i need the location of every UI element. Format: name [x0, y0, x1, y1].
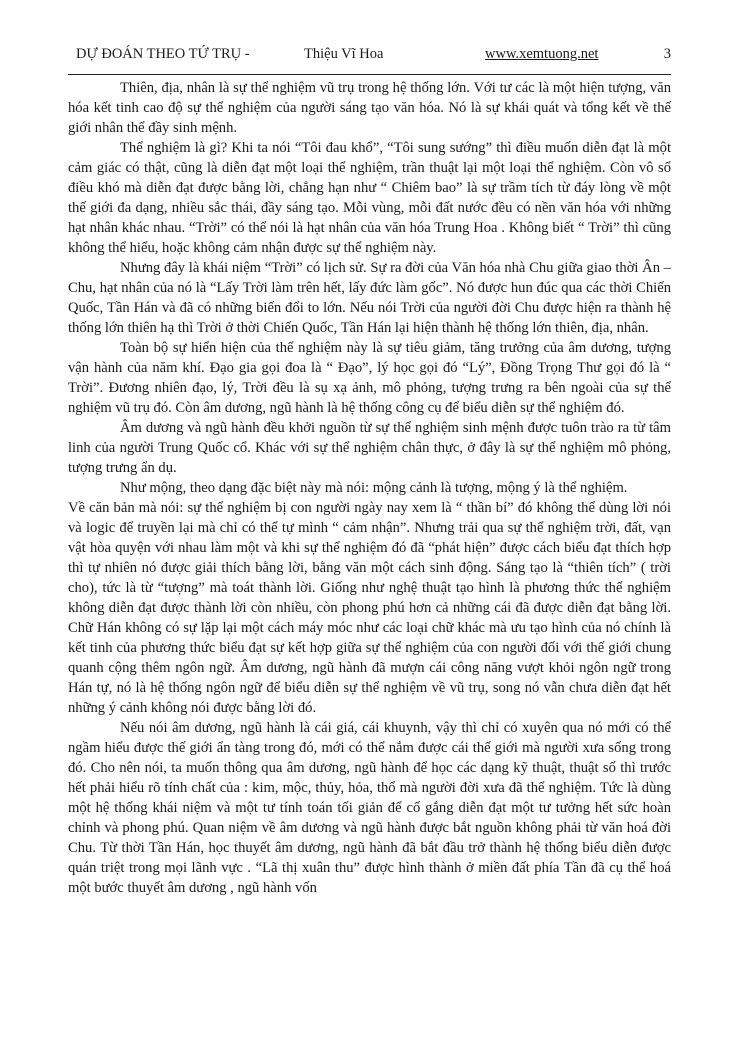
header-website-link[interactable]: www.xemtuong.net	[485, 46, 599, 62]
running-header	[68, 40, 671, 64]
header-divider	[68, 74, 671, 75]
paragraph-8: Nếu nói âm dương, ngũ hành là cái giá, cái khuynh, vậy thì chỉ có xuyên qua nó mới có thể ngầm hiểu được thế giới ẩn tàng trong đó, mới có thể nắm được cái thế giới mà người xưa sống trong đó. Cho nên nói, ta muốn thông qua âm dương, ngũ hành để học các dạng kỹ thuật, thuật số thì trước hết phải hiểu rõ tính chất của : kim, mộc, thủy, hỏa, thổ mà người đời xưa đã thể nghiệm. Tức là dùng một hệ thống khái niệm và một tư tính toán tối giản để cố gắng diễn đạt một tư tưởng hết sức hoàn chỉnh và phong phú. Quan niệm về âm dương và ngũ hành được bắt nguồn không phải từ văn hoá đời Chu. Từ thời Tần Hán, học thuyết âm dương, ngũ hành đã bắt đầu trở thành hệ thống biểu diễn được quán triệt trong mọi lãnh vực . “Lã thị xuân thu” được hình thành ở miền đất phía Tần đã cụ thể hoá một bước thuyết âm dương , ngũ hành vốn	[68, 720, 671, 896]
paragraph-4: Toàn bộ sự hiển hiện của thể nghiệm này là sự tiêu giảm, tăng trưởng của âm dương, tượng vận hành của năm khí. Đạo gia gọi đoa là “ Đạo”, lý học gọi đó “Lý”, Đồng Trọng Thư gọi đó là “ Trời”. Đương nhiên đạo, lý, Trời đều là sụ xạ ảnh, mô phỏng, tượng trưng ra bên ngoài của sự thể nghiệm vũ trụ đó. Còn âm dương, ngũ hành là hệ thống công cụ để biểu diễn sự thể nghiệm đó.	[68, 340, 671, 416]
header-page-number: 3	[663, 46, 671, 62]
paragraph-3: Nhưng đây là khái niệm “Trời” có lịch sử. Sự ra đời của Văn hóa nhà Chu giữa giao thời Ân – Chu, hạt nhân của nó là “Lấy Trời làm trên hết, lấy đức làm gốc”. Nó được hun đúc qua các thời Chiến Quốc, Tần Hán và đã có những biến đổi to lớn. Nếu nói Trời của người đời Chu được hiện ra thành hệ thống lớn thiên hạ thì Trời ở thời Chiến Quốc, Tần Hán lại hiện thành hệ thống lớn thiên, địa, nhân.	[68, 260, 671, 336]
paragraph-6: Như mộng, theo dạng đặc biệt này mà nói: mộng cảnh là tượng, mộng ý là thể nghiệm.	[120, 480, 628, 496]
paragraph-1: Thiên, địa, nhân là sự thể nghiệm vũ trụ trong hệ thống lớn. Với tư các là một hiện tượng, văn hóa kết tinh cao độ sự thể nghiệm của người sáng tạo văn hóa. Nó là sự khái quát và tổng kết về thế giới nhân thể đầy sinh mệnh.	[68, 80, 671, 136]
header-title: DỰ ĐOÁN THEO TỨ TRỤ -	[76, 46, 250, 62]
document-page	[68, 40, 671, 898]
body-text	[68, 78, 671, 898]
paragraph-5: Âm dương và ngũ hành đều khởi nguồn từ sự thể nghiệm sinh mệnh được tuôn trào ra từ tâm linh của người Trung Quốc cổ. Khác với sự thể nghiệm chân thực, ở đây là sự thể nghiệm mô phỏng, tượng trưng ẩn dụ.	[68, 420, 671, 476]
paragraph-7: Về căn bản mà nói: sự thể nghiệm bị con người ngày nay xem là “ thần bí” đó không thể dùng lời nói và logic để truyền lại mà chỉ có thể tự mình “ cảm nhận”. Nhưng trải qua sự thể nghiệm trời, đất, vạn vật hòa quyện với nhau làm một và khi sự thể nghiệm đó đã “phát hiện” được cách biểu đạt thích hợp thì tự nhiên nó được giải thích bằng lời, bằng văn một cách sinh động. Sáng tạo là “thiên tích” ( trời cho), tức là từ “tượng” mà toát thành lời. Giống như nghệ thuật tạo hình là phương thức thể nghiệm không diễn đạt được thành lời còn nhiều, còn phong phú hơn cả những cái đã được diễn đạt bằng lời. Chữ Hán không có sự lặp lại một cách máy móc như các loại chữ khác mà ưu tạo hình của nó chính là kết tinh của phương thức biểu đạt sự kết hợp giữa sự thể nghiệm của con người đối với thế giới chung quanh cộng thêm ngôn ngữ. Âm dương, ngũ hành đã mượn cái công năng vượt khỏi ngôn ngữ trong Hán tự, nó là hệ thống ngôn ngữ để biểu diễn sự thể nghiệm về vũ trụ, song nó vẫn chưa diễn đạt hết những ý cảnh không nói được bằng lời đó.	[68, 500, 671, 716]
header-author: Thiệu Vĩ Hoa	[304, 46, 384, 62]
paragraph-2: Thể nghiệm là gì? Khi ta nói “Tôi đau khổ”, “Tôi sung sướng” thì điều muốn diễn đạt là một cảm giác có thật, cũng là diễn đạt một loại thể nghiệm, trần thuật lại một loại thể nghiệm. Còn vô số điều khó mà diễn đạt được bằng lời, chẳng hạn như “ Chiêm bao” là sự trầm tích từ đáy lòng về một thế giới đa dạng, nhiều sắc thái, đầy sáng tạo. Mỗi vùng, mỗi đất nước đều có nền văn hóa với những hạt nhân khác nhau. “Trời” có thể nói là hạt nhân của văn hóa Trung Hoa . Không biết “ Trời” thì cũng không thể hiểu, hoặc không cảm nhận được sự thể nghiệm này.	[68, 140, 671, 256]
